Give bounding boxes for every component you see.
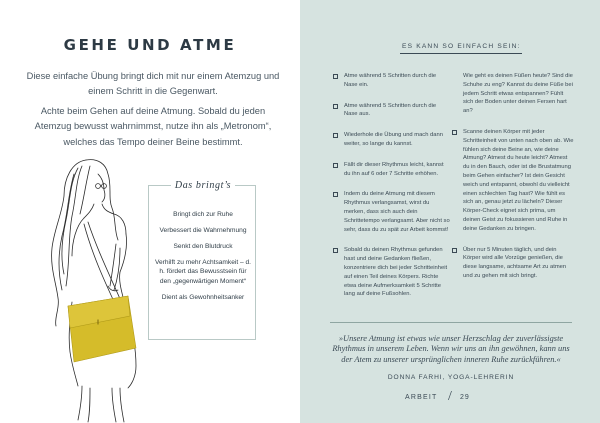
section-header: ES KANN SO EINFACH SEIN: [402, 43, 521, 50]
instruction-paragraph: Achte beim Gehen auf deine Atmung. Sobald du jeden Atemzug bewusst wahrnimmst, nutze ihn als „Metronom“, welches das Tempo deiner Beine bestimmt. [34, 106, 272, 147]
steps-column-right [452, 72, 574, 281]
benefit-item: Verhilft zu mehr Achtsamkeit – d. h. fördert das Bewusstsein für den „gegenwärtigen Moment“ [154, 259, 252, 285]
checkbox-bullet-icon [452, 130, 457, 135]
benefit-item: Bringt dich zur Ruhe [173, 211, 233, 218]
folio-slash: / [448, 389, 452, 404]
step-item: Atme während 5 Schritten durch die Nase ein. [333, 72, 451, 90]
intro-paragraph: Diese einfache Übung bringt dich mit nur einem Atemzug und einem Schritt in die Gegenwart. [26, 71, 280, 97]
quote-author: DONNA FARHI, YOGA-LEHRERIN [387, 374, 515, 381]
page-title: GEHE UND ATME [63, 36, 237, 54]
checkbox-bullet-icon [333, 104, 338, 109]
benefits-box-title: Das bringt’s [149, 180, 257, 191]
steps-column-left [333, 72, 451, 299]
step-item: Scanne deinen Körper mit jeder Schritteinheit von unten nach oben ab. Wie fühlen sich deine Beine an, wie deine Atmung? Atmest du heute leicht? Atmest du in den Bauch, oder ist die Brustatmung beim Gehen einfacher? Ist dein Gesicht weich und entspannt, obwohl du vielleicht einen schlechten Tag hast? Wie fühlt es sich an, genau jetzt zu lächeln? Dieser Körper-Check eignet sich prima, um deinen Geist zu fokussieren und Ruhe in deine Gedanken zu bringen. [452, 128, 574, 234]
step-item: Wiederhole die Übung und mach dann weiter, so lange du kannst. [333, 131, 451, 149]
step-item: Atme während 5 Schritten durch die Nase aus. [333, 102, 451, 120]
header-underline [400, 53, 522, 54]
step-item: Über nur 5 Minuten täglich, und dein Körper wird alle Vorzüge genießen, die diese langsame, achtsame Art zu atmen und zu gehen mit sich bringt. [452, 246, 574, 281]
step-item: Sobald du deinen Rhythmus gefunden hast und deine Gedanken fließen, konzentriere dich bei jeder Schritteinheit auf einen Teil deines Körpers. Richte etwa deine Aufmerksamkeit 5 Schritte lang auf deine Fußsohlen. [333, 246, 451, 299]
checkbox-bullet-icon [333, 248, 338, 253]
step-item: Fällt dir dieser Rhythmus leicht, kannst du ihn auf 6 oder 7 Schritte erhöhen. [333, 161, 451, 179]
quote-divider [330, 322, 572, 323]
benefit-item: Verbessert die Wahrnehmung [159, 227, 247, 235]
step-item: Indem du deine Atmung mit diesem Rhythmus verlangsamst, wirst du merken, dass sich auch dein Schrittetempo verlangsamt. Aber nicht so sehr, dass du zu spät zur Arbeit kommst! [333, 190, 451, 234]
benefit-item: Dient als Gewohnheitsanker [161, 293, 245, 301]
page-number: 29 [460, 394, 470, 401]
folio-section: ARBEIT [405, 394, 438, 401]
checkbox-bullet-icon [333, 192, 338, 197]
checkbox-bullet-icon [452, 248, 457, 253]
step-continuation: Wie geht es deinen Füßen heute? Sind die Schuhe zu eng? Kannst du deine Füße bei jedem Schritt etwas entspannen? Fühlt sich der Boden unter deinen Fersen hart an? [463, 73, 573, 115]
benefits-list [153, 210, 253, 309]
benefits-box [148, 180, 256, 340]
benefit-item: Senkt den Blutdruck [173, 243, 233, 251]
checkbox-bullet-icon [333, 163, 338, 168]
checkbox-bullet-icon [333, 74, 338, 79]
quote-text: »Unsere Atmung ist etwas wie unser Herzschlag der zuverlässigste Rhythmus in unserem Leben. Wenn wir uns an ihn gewöhnen, kann uns der Atem zu unserer ursprünglichen inneren Ruhe zurückführen.« [332, 334, 570, 364]
right-page [300, 0, 600, 423]
checkbox-bullet-icon [333, 133, 338, 138]
